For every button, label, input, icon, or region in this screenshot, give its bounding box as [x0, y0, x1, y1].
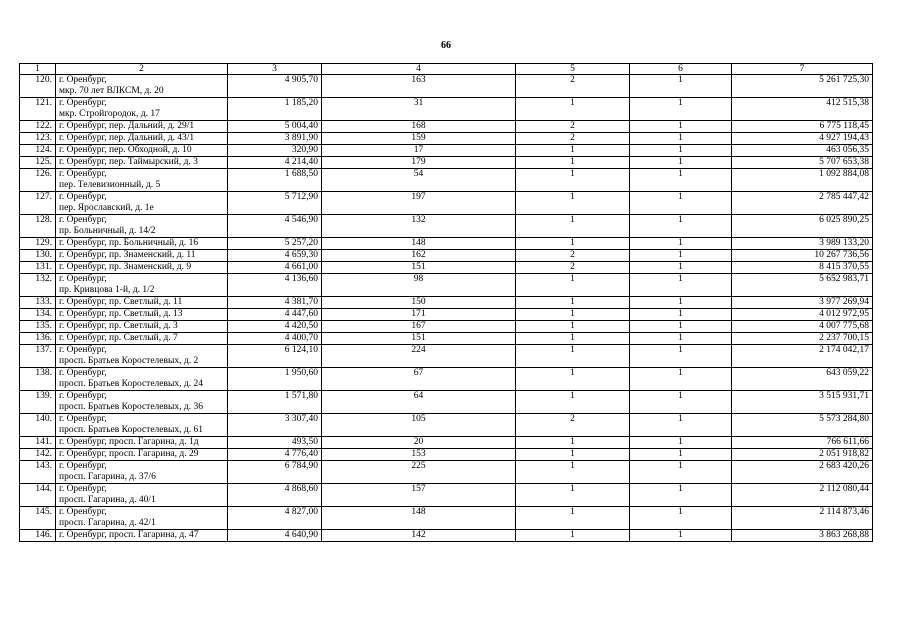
column-6-cell: 1 [630, 169, 732, 192]
column-4-cell: 20 [322, 437, 516, 449]
column-3-cell: 3 891,90 [228, 133, 322, 145]
column-4-cell: 197 [322, 192, 516, 215]
table-row [20, 250, 873, 262]
address-cell [56, 169, 228, 192]
column-6-cell: 1 [630, 192, 732, 215]
address-cell [56, 215, 228, 238]
column-3-cell: 4 136,60 [228, 274, 322, 297]
row-number-cell: 128. [20, 215, 56, 238]
column-5-cell: 2 [516, 262, 630, 274]
column-5-cell: 1 [516, 274, 630, 297]
address-line: г. Оренбург, просп. Гагарина, д. 29 [59, 449, 199, 459]
table-row [20, 215, 873, 238]
address-line: г. Оренбург, пр. Знаменский, д. 11 [59, 250, 196, 260]
column-6-cell: 1 [630, 238, 732, 250]
address-line: г. Оренбург, [59, 345, 107, 355]
column-header: 5 [516, 64, 630, 75]
column-4-cell: 132 [322, 215, 516, 238]
column-3-cell: 4 905,70 [228, 75, 322, 98]
row-number-cell: 124. [20, 145, 56, 157]
table-row [20, 391, 873, 414]
table-row [20, 345, 873, 368]
column-3-cell: 4 776,40 [228, 449, 322, 461]
column-3-cell: 1 688,50 [228, 169, 322, 192]
column-7-cell: 3 989 133,20 [732, 238, 873, 250]
column-6-cell: 1 [630, 121, 732, 133]
address-line: просп. Гагарина, д. 42/1 [59, 518, 156, 528]
column-4-cell: 225 [322, 461, 516, 484]
address-line: г. Оренбург, [59, 75, 107, 85]
address-cell [56, 121, 228, 133]
address-line: г. Оренбург, пр. Светлый, д. 11 [59, 297, 183, 307]
column-7-cell: 5 707 653,38 [732, 157, 873, 169]
column-7-cell: 2 112 080,44 [732, 484, 873, 507]
table-row [20, 530, 873, 542]
column-5-cell: 1 [516, 192, 630, 215]
column-7-cell: 3 863 268,88 [732, 530, 873, 542]
column-header: 3 [228, 64, 322, 75]
column-4-cell: 98 [322, 274, 516, 297]
column-5-cell: 1 [516, 321, 630, 333]
table-row [20, 98, 873, 121]
address-line: пер. Ярославский, д. 1е [59, 203, 154, 213]
address-cell [56, 414, 228, 437]
address-line: г. Оренбург, пр. Больничный, д. 16 [59, 238, 199, 248]
column-6-cell: 1 [630, 321, 732, 333]
column-5-cell: 2 [516, 121, 630, 133]
address-cell [56, 145, 228, 157]
table-row [20, 121, 873, 133]
address-cell [56, 250, 228, 262]
column-4-cell: 64 [322, 391, 516, 414]
column-5-cell: 2 [516, 75, 630, 98]
column-header: 7 [732, 64, 873, 75]
table-row [20, 414, 873, 437]
address-cell [56, 262, 228, 274]
column-3-cell: 4 546,90 [228, 215, 322, 238]
column-3-cell: 4 214,40 [228, 157, 322, 169]
column-6-cell: 1 [630, 461, 732, 484]
address-cell [56, 391, 228, 414]
column-3-cell: 4 640,90 [228, 530, 322, 542]
column-3-cell: 5 257,20 [228, 238, 322, 250]
table-header-row [20, 64, 873, 75]
table-row [20, 297, 873, 309]
column-7-cell: 8 415 370,55 [732, 262, 873, 274]
column-6-cell: 1 [630, 484, 732, 507]
address-cell [56, 157, 228, 169]
table-row [20, 309, 873, 321]
column-5-cell: 1 [516, 98, 630, 121]
address-cell [56, 274, 228, 297]
housing-registry-table [19, 63, 873, 542]
column-header: 2 [56, 64, 228, 75]
row-number-cell: 123. [20, 133, 56, 145]
column-6-cell: 1 [630, 414, 732, 437]
column-4-cell: 54 [322, 169, 516, 192]
column-4-cell: 31 [322, 98, 516, 121]
address-line: г. Оренбург, [59, 98, 107, 108]
column-3-cell: 4 661,00 [228, 262, 322, 274]
address-cell [56, 309, 228, 321]
address-line: г. Оренбург, пр. Светлый, д. 13 [59, 309, 183, 319]
column-5-cell: 1 [516, 484, 630, 507]
column-4-cell: 105 [322, 414, 516, 437]
address-line: просп. Гагарина, д. 40/1 [59, 495, 156, 505]
column-5-cell: 1 [516, 368, 630, 391]
address-line: г. Оренбург, просп. Гагарина, д. 1д [59, 437, 199, 447]
column-7-cell: 412 515,38 [732, 98, 873, 121]
column-7-cell: 2 051 918,82 [732, 449, 873, 461]
column-3-cell: 4 400,70 [228, 333, 322, 345]
address-line: просп. Братьев Коростелевых, д. 36 [59, 402, 203, 412]
column-7-cell: 6 775 118,45 [732, 121, 873, 133]
column-6-cell: 1 [630, 262, 732, 274]
column-4-cell: 159 [322, 133, 516, 145]
column-6-cell: 1 [630, 368, 732, 391]
column-7-cell: 6 025 890,25 [732, 215, 873, 238]
column-3-cell: 5 712,90 [228, 192, 322, 215]
table-row [20, 157, 873, 169]
column-5-cell: 1 [516, 309, 630, 321]
row-number-cell: 139. [20, 391, 56, 414]
column-4-cell: 151 [322, 333, 516, 345]
address-line: г. Оренбург, пр. Знаменский, д. 9 [59, 262, 192, 272]
column-6-cell: 1 [630, 449, 732, 461]
address-cell [56, 238, 228, 250]
column-6-cell: 1 [630, 437, 732, 449]
address-line: г. Оренбург, [59, 192, 107, 202]
column-4-cell: 224 [322, 345, 516, 368]
column-header: 4 [322, 64, 516, 75]
address-line: г. Оренбург, [59, 274, 107, 284]
column-7-cell: 1 092 884,08 [732, 169, 873, 192]
column-header: 6 [630, 64, 732, 75]
address-line: г. Оренбург, пр. Светлый, д. 3 [59, 321, 178, 331]
address-cell [56, 75, 228, 98]
column-7-cell: 4 007 775,68 [732, 321, 873, 333]
address-cell [56, 437, 228, 449]
table-row [20, 133, 873, 145]
address-line: г. Оренбург, [59, 507, 107, 517]
column-3-cell: 1 185,20 [228, 98, 322, 121]
table-row [20, 368, 873, 391]
column-6-cell: 1 [630, 215, 732, 238]
column-3-cell: 320,90 [228, 145, 322, 157]
column-7-cell: 2 785 447,42 [732, 192, 873, 215]
row-number-cell: 143. [20, 461, 56, 484]
address-line: г. Оренбург, [59, 414, 107, 424]
column-6-cell: 1 [630, 274, 732, 297]
column-5-cell: 1 [516, 145, 630, 157]
column-3-cell: 493,50 [228, 437, 322, 449]
address-line: г. Оренбург, [59, 391, 107, 401]
column-5-cell: 1 [516, 157, 630, 169]
address-line: г. Оренбург, [59, 368, 107, 378]
column-5-cell: 1 [516, 449, 630, 461]
table-row [20, 169, 873, 192]
column-6-cell: 1 [630, 250, 732, 262]
address-cell [56, 530, 228, 542]
address-cell [56, 321, 228, 333]
column-3-cell: 4 868,60 [228, 484, 322, 507]
table-row [20, 484, 873, 507]
column-7-cell: 10 267 736,56 [732, 250, 873, 262]
column-5-cell: 1 [516, 333, 630, 345]
column-3-cell: 3 307,40 [228, 414, 322, 437]
column-4-cell: 179 [322, 157, 516, 169]
column-3-cell: 5 004,40 [228, 121, 322, 133]
column-6-cell: 1 [630, 391, 732, 414]
address-line: просп. Гагарина, д. 37/6 [59, 472, 156, 482]
address-line: мкр. 70 лет ВЛКСМ, д. 20 [59, 86, 164, 96]
column-5-cell: 1 [516, 345, 630, 368]
table-row [20, 145, 873, 157]
column-5-cell: 1 [516, 215, 630, 238]
column-4-cell: 153 [322, 449, 516, 461]
row-number-cell: 137. [20, 345, 56, 368]
column-5-cell: 1 [516, 297, 630, 309]
table-row [20, 461, 873, 484]
column-3-cell: 6 784,90 [228, 461, 322, 484]
address-line: г. Оренбург, [59, 169, 107, 179]
column-3-cell: 4 381,70 [228, 297, 322, 309]
table-row [20, 507, 873, 530]
column-4-cell: 151 [322, 262, 516, 274]
row-number-cell: 121. [20, 98, 56, 121]
column-6-cell: 1 [630, 345, 732, 368]
column-5-cell: 2 [516, 133, 630, 145]
address-cell [56, 98, 228, 121]
column-header: 1 [20, 64, 56, 75]
row-number-cell: 133. [20, 297, 56, 309]
column-3-cell: 1 571,80 [228, 391, 322, 414]
column-3-cell: 1 950,60 [228, 368, 322, 391]
row-number-cell: 142. [20, 449, 56, 461]
row-number-cell: 135. [20, 321, 56, 333]
column-3-cell: 4 659,30 [228, 250, 322, 262]
column-6-cell: 1 [630, 145, 732, 157]
column-4-cell: 67 [322, 368, 516, 391]
column-7-cell: 5 573 284,80 [732, 414, 873, 437]
address-line: г. Оренбург, пер. Таймырский, д. 3 [59, 157, 198, 167]
column-5-cell: 2 [516, 414, 630, 437]
page-number: 66 [441, 40, 451, 51]
table-row [20, 262, 873, 274]
column-4-cell: 163 [322, 75, 516, 98]
row-number-cell: 127. [20, 192, 56, 215]
address-line: просп. Братьев Коростелевых, д. 61 [59, 425, 203, 435]
table-row [20, 449, 873, 461]
column-6-cell: 1 [630, 133, 732, 145]
column-4-cell: 168 [322, 121, 516, 133]
column-5-cell: 2 [516, 250, 630, 262]
address-cell [56, 461, 228, 484]
row-number-cell: 140. [20, 414, 56, 437]
address-cell [56, 449, 228, 461]
address-line: г. Оренбург, [59, 215, 107, 225]
address-line: г. Оренбург, пер. Дальний, д. 29/1 [59, 121, 195, 131]
column-4-cell: 148 [322, 507, 516, 530]
row-number-cell: 136. [20, 333, 56, 345]
address-line: просп. Братьев Коростелевых, д. 2 [59, 356, 199, 366]
row-number-cell: 138. [20, 368, 56, 391]
column-7-cell: 463 056,35 [732, 145, 873, 157]
address-cell [56, 345, 228, 368]
row-number-cell: 145. [20, 507, 56, 530]
address-cell [56, 333, 228, 345]
column-4-cell: 171 [322, 309, 516, 321]
column-6-cell: 1 [630, 530, 732, 542]
column-3-cell: 6 124,10 [228, 345, 322, 368]
column-7-cell: 5 261 725,30 [732, 75, 873, 98]
address-line: г. Оренбург, [59, 484, 107, 494]
table-row [20, 75, 873, 98]
address-cell [56, 297, 228, 309]
row-number-cell: 132. [20, 274, 56, 297]
column-5-cell: 1 [516, 169, 630, 192]
table-row [20, 238, 873, 250]
column-5-cell: 1 [516, 530, 630, 542]
row-number-cell: 144. [20, 484, 56, 507]
address-line: пер. Телевизионный, д. 5 [59, 180, 161, 190]
row-number-cell: 126. [20, 169, 56, 192]
address-cell [56, 507, 228, 530]
address-cell [56, 484, 228, 507]
column-7-cell: 2 683 420,26 [732, 461, 873, 484]
column-4-cell: 148 [322, 238, 516, 250]
table-row [20, 192, 873, 215]
column-7-cell: 4 012 972,95 [732, 309, 873, 321]
column-4-cell: 17 [322, 145, 516, 157]
column-5-cell: 1 [516, 238, 630, 250]
address-cell [56, 368, 228, 391]
row-number-cell: 129. [20, 238, 56, 250]
address-line: пр. Кривцова 1-й, д. 1/2 [59, 285, 155, 295]
address-cell [56, 192, 228, 215]
column-7-cell: 643 059,22 [732, 368, 873, 391]
row-number-cell: 122. [20, 121, 56, 133]
table-row [20, 437, 873, 449]
address-cell [56, 133, 228, 145]
column-3-cell: 4 447,60 [228, 309, 322, 321]
column-7-cell: 4 927 194,43 [732, 133, 873, 145]
column-7-cell: 5 652 983,71 [732, 274, 873, 297]
column-4-cell: 142 [322, 530, 516, 542]
column-5-cell: 1 [516, 461, 630, 484]
column-7-cell: 3 977 269,94 [732, 297, 873, 309]
address-line: пр. Больничный, д. 14/2 [59, 226, 156, 236]
column-4-cell: 162 [322, 250, 516, 262]
column-3-cell: 4 827,00 [228, 507, 322, 530]
row-number-cell: 146. [20, 530, 56, 542]
table-row [20, 321, 873, 333]
address-line: г. Оренбург, [59, 461, 107, 471]
column-6-cell: 1 [630, 297, 732, 309]
column-5-cell: 1 [516, 391, 630, 414]
column-6-cell: 1 [630, 309, 732, 321]
row-number-cell: 131. [20, 262, 56, 274]
column-4-cell: 167 [322, 321, 516, 333]
column-7-cell: 2 237 700,15 [732, 333, 873, 345]
column-4-cell: 150 [322, 297, 516, 309]
address-line: г. Оренбург, пер. Обходной, д. 10 [59, 145, 192, 155]
table-row [20, 333, 873, 345]
column-6-cell: 1 [630, 75, 732, 98]
column-3-cell: 4 420,50 [228, 321, 322, 333]
table-row [20, 274, 873, 297]
row-number-cell: 141. [20, 437, 56, 449]
column-7-cell: 2 174 042,17 [732, 345, 873, 368]
table-body [20, 75, 873, 542]
column-5-cell: 1 [516, 437, 630, 449]
address-line: просп. Братьев Коростелевых, д. 24 [59, 379, 203, 389]
column-4-cell: 157 [322, 484, 516, 507]
row-number-cell: 125. [20, 157, 56, 169]
row-number-cell: 134. [20, 309, 56, 321]
column-6-cell: 1 [630, 157, 732, 169]
row-number-cell: 130. [20, 250, 56, 262]
row-number-cell: 120. [20, 75, 56, 98]
column-5-cell: 1 [516, 507, 630, 530]
address-line: г. Оренбург, просп. Гагарина, д. 47 [59, 530, 199, 540]
column-7-cell: 766 611,66 [732, 437, 873, 449]
column-6-cell: 1 [630, 333, 732, 345]
address-line: г. Оренбург, пр. Светлый, д. 7 [59, 333, 178, 343]
column-7-cell: 3 515 931,71 [732, 391, 873, 414]
address-line: мкр. Стройгородок, д. 17 [59, 109, 160, 119]
column-6-cell: 1 [630, 98, 732, 121]
address-line: г. Оренбург, пер. Дальний, д. 43/1 [59, 133, 195, 143]
column-6-cell: 1 [630, 507, 732, 530]
column-7-cell: 2 114 873,46 [732, 507, 873, 530]
